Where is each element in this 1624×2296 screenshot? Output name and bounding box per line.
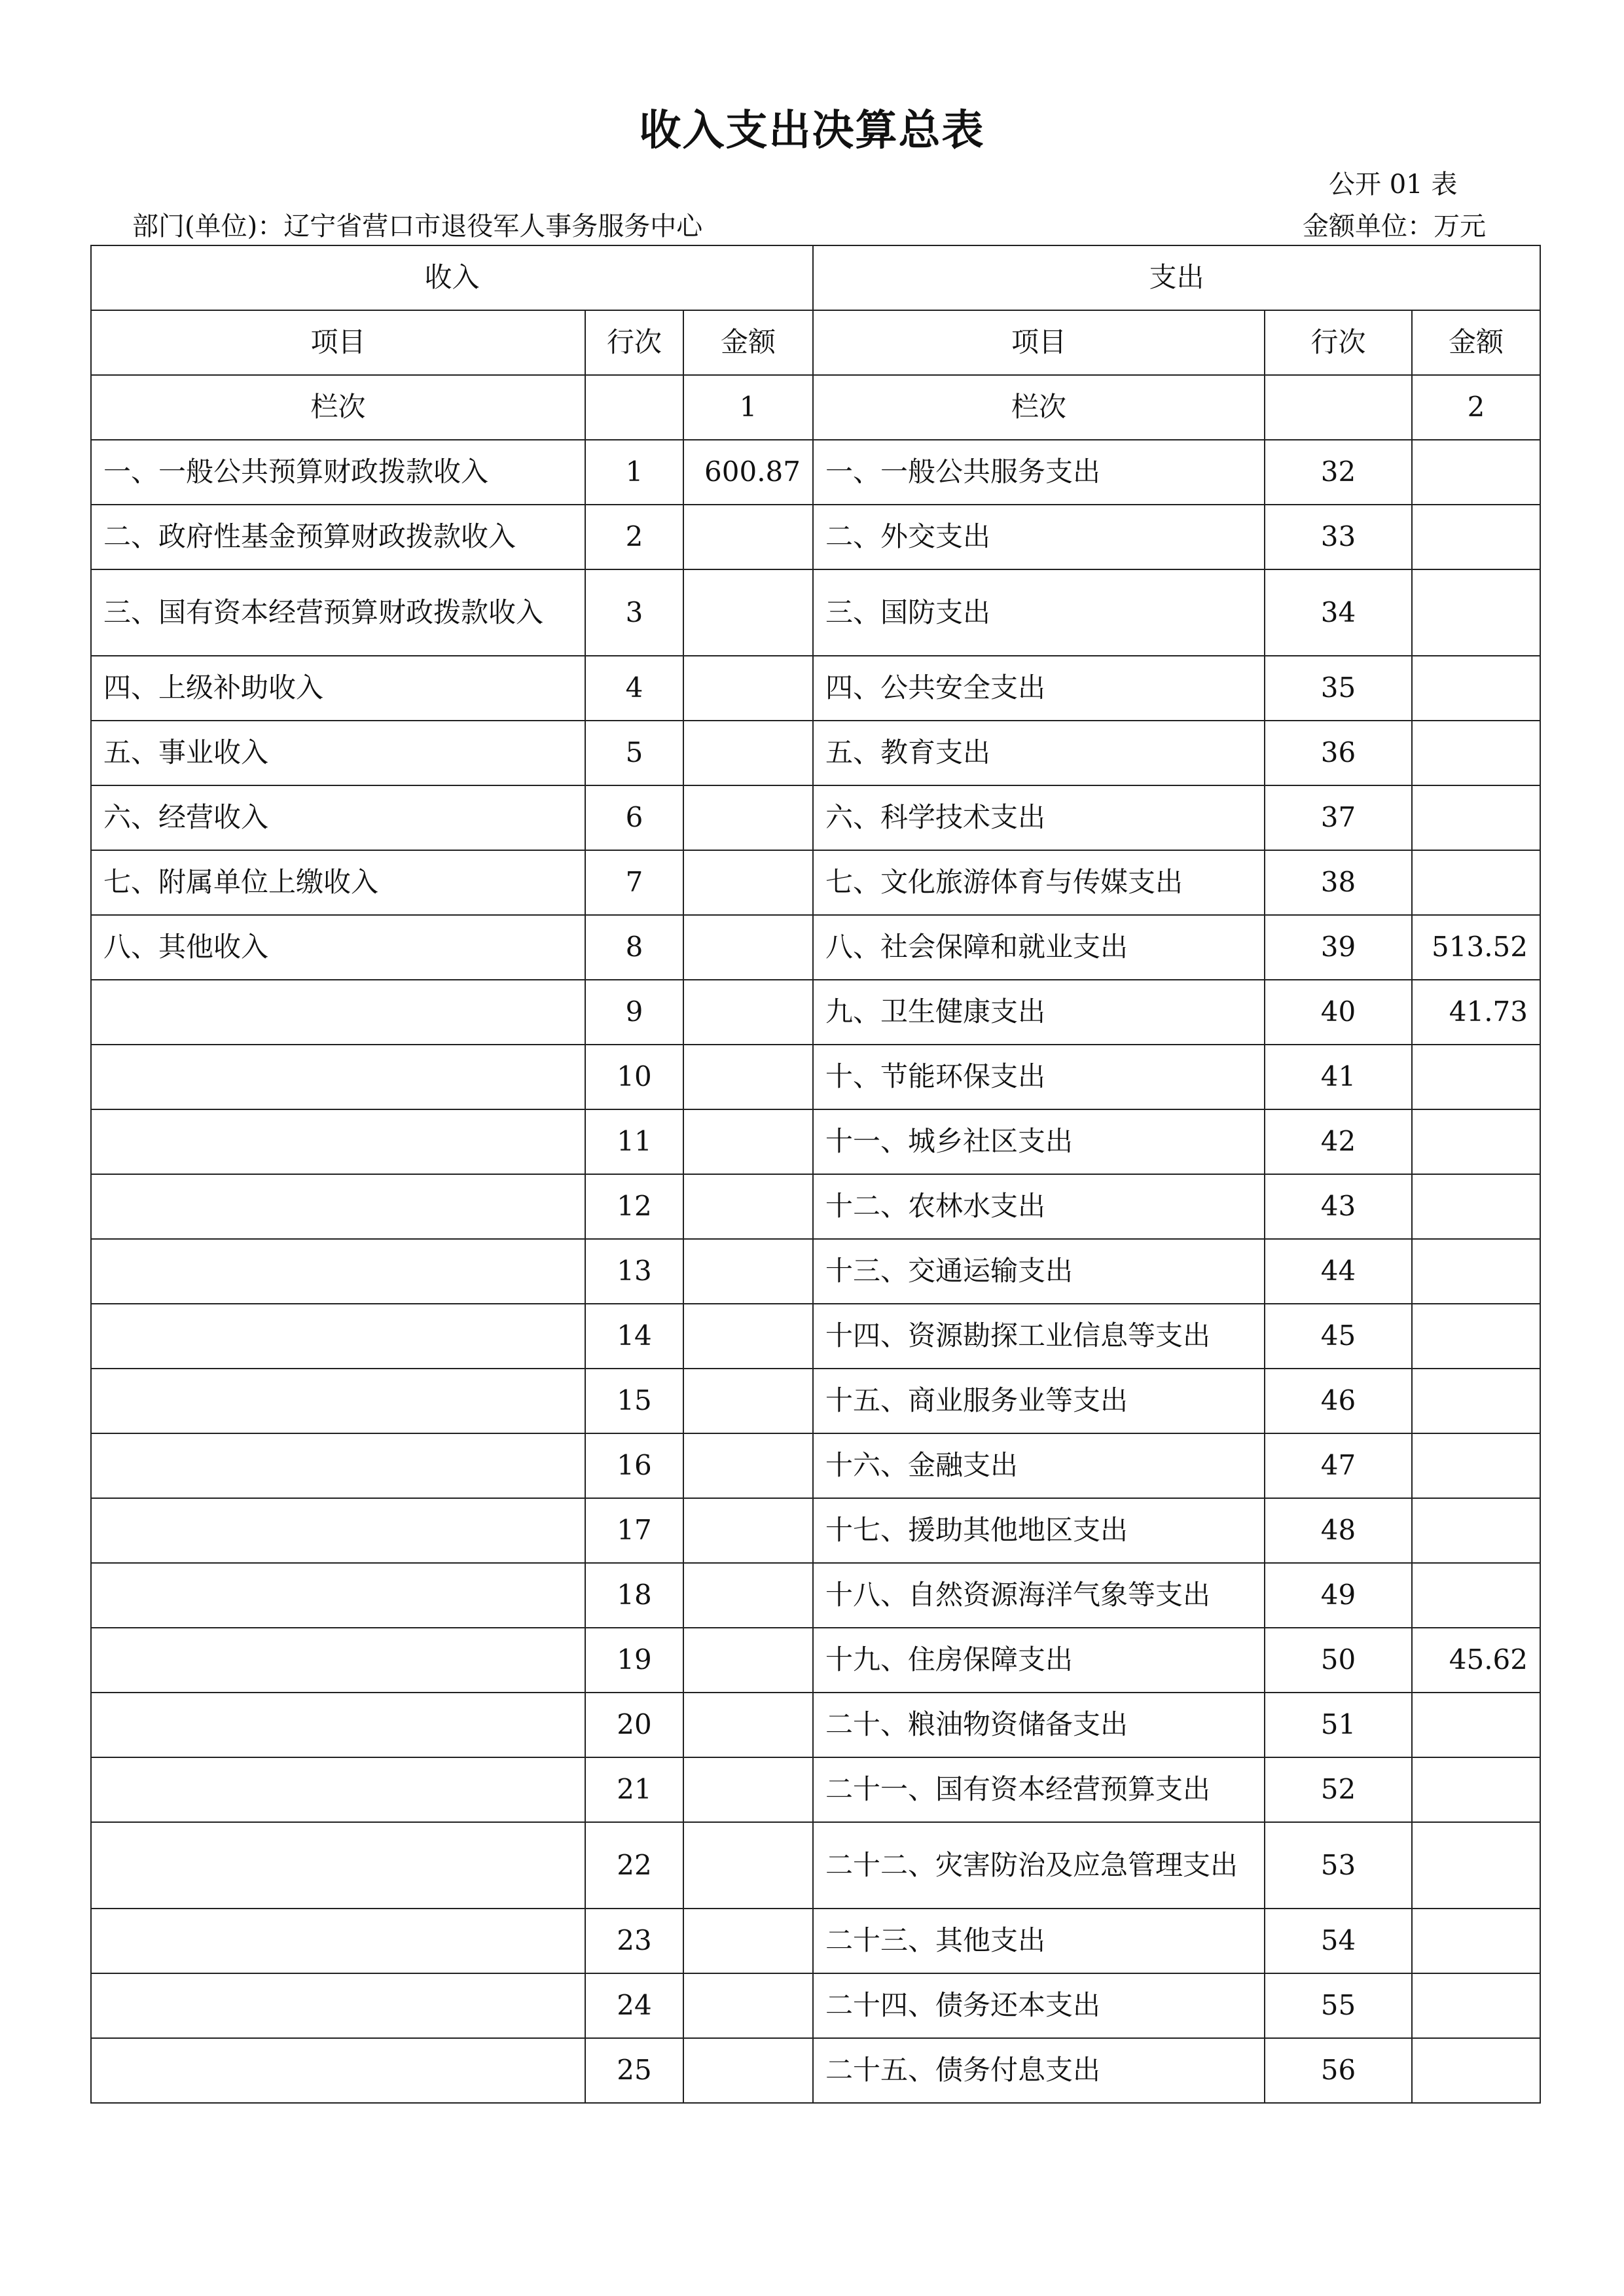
expense-amount-cell [1412, 1563, 1540, 1628]
table-row [91, 1563, 1540, 1628]
expense-amount-cell [1412, 1304, 1540, 1369]
department-label: 部门(单位)：辽宁省营口市退役军人事务服务中心 [132, 211, 703, 242]
expense-item-cell: 二、外交支出 [813, 505, 1265, 569]
income-row-header: 行次 [585, 310, 683, 375]
table-row [91, 1433, 1540, 1498]
expense-item-cell: 六、科学技术支出 [813, 785, 1265, 850]
income-section-header: 收入 [91, 245, 813, 310]
income-row-number: 7 [585, 850, 683, 915]
expense-item-cell: 十五、商业服务业等支出 [813, 1369, 1265, 1433]
income-amount-cell [683, 1909, 813, 1973]
income-item-cell [91, 2038, 585, 2103]
expense-row-number: 44 [1265, 1239, 1412, 1304]
expense-amount-cell [1412, 1239, 1540, 1304]
income-row-number: 22 [585, 1822, 683, 1909]
income-row-number: 11 [585, 1109, 683, 1174]
income-row-number: 16 [585, 1433, 683, 1498]
expense-amount-cell [1412, 1045, 1540, 1109]
amount-unit-label: 金额单位：万元 [1303, 211, 1486, 242]
expense-item-cell: 十九、住房保障支出 [813, 1628, 1265, 1693]
income-column-number: 1 [683, 375, 813, 440]
table-row [91, 2038, 1540, 2103]
expense-column-number: 2 [1412, 375, 1540, 440]
income-row-number: 12 [585, 1174, 683, 1239]
income-row-number: 2 [585, 505, 683, 569]
income-amount-cell [683, 1304, 813, 1369]
expense-amount-cell [1412, 1693, 1540, 1757]
income-row-number: 8 [585, 915, 683, 980]
expense-amount-cell [1412, 1973, 1540, 2038]
income-amount-cell [683, 1498, 813, 1563]
table-row [91, 1304, 1540, 1369]
income-amount-cell [683, 1757, 813, 1822]
income-row-number: 5 [585, 721, 683, 785]
table-row [91, 1973, 1540, 2038]
expense-item-cell: 十二、农林水支出 [813, 1174, 1265, 1239]
income-row-number: 20 [585, 1693, 683, 1757]
page-title: 收入支出决算总表 [639, 107, 985, 155]
income-item-cell [91, 1109, 585, 1174]
income-item-cell: 三、国有资本经营预算财政拨款收入 [91, 569, 585, 656]
income-amount-cell [683, 1973, 813, 2038]
expense-amount-cell [1412, 1757, 1540, 1822]
expense-item-cell: 三、国防支出 [813, 569, 1265, 656]
table-row [91, 569, 1540, 656]
table-row [91, 1757, 1540, 1822]
expense-amount-cell [1412, 656, 1540, 721]
expense-row-number: 53 [1265, 1822, 1412, 1909]
expense-item-cell: 十、节能环保支出 [813, 1045, 1265, 1109]
expense-amount-cell [1412, 440, 1540, 505]
expense-amount-cell [1412, 1498, 1540, 1563]
expense-row-number: 34 [1265, 569, 1412, 656]
income-amount-cell [683, 785, 813, 850]
expense-row-number: 33 [1265, 505, 1412, 569]
income-column-blank [585, 375, 683, 440]
income-row-number: 6 [585, 785, 683, 850]
table-row [91, 440, 1540, 505]
expense-item-cell: 十八、自然资源海洋气象等支出 [813, 1563, 1265, 1628]
expense-section-header: 支出 [813, 245, 1540, 310]
table-row [91, 1822, 1540, 1909]
income-item-cell [91, 1628, 585, 1693]
expense-row-number: 49 [1265, 1563, 1412, 1628]
table-row [91, 721, 1540, 785]
income-amount-cell [683, 1822, 813, 1909]
expense-item-cell: 八、社会保障和就业支出 [813, 915, 1265, 980]
expense-row-number: 37 [1265, 785, 1412, 850]
income-row-number: 13 [585, 1239, 683, 1304]
income-item-cell [91, 1822, 585, 1909]
income-item-cell [91, 1973, 585, 2038]
income-amount-cell [683, 1045, 813, 1109]
income-column-label: 栏次 [91, 375, 585, 440]
expense-item-cell: 二十、粮油物资储备支出 [813, 1693, 1265, 1757]
expense-amount-header: 金额 [1412, 310, 1540, 375]
income-row-number: 25 [585, 2038, 683, 2103]
income-amount-cell [683, 721, 813, 785]
expense-item-cell: 一、一般公共服务支出 [813, 440, 1265, 505]
expense-item-cell: 十七、援助其他地区支出 [813, 1498, 1265, 1563]
expense-amount-cell [1412, 1433, 1540, 1498]
table-row [91, 785, 1540, 850]
income-row-number: 14 [585, 1304, 683, 1369]
income-amount-cell [683, 850, 813, 915]
income-amount-cell [683, 1369, 813, 1433]
income-amount-cell [683, 1109, 813, 1174]
income-amount-cell [683, 1239, 813, 1304]
income-item-cell: 四、上级补助收入 [91, 656, 585, 721]
income-expense-table [90, 245, 1541, 2104]
expense-amount-cell [1412, 721, 1540, 785]
expense-amount-cell: 45.62 [1412, 1628, 1540, 1693]
income-amount-cell [683, 1174, 813, 1239]
expense-column-label: 栏次 [813, 375, 1265, 440]
expense-item-cell: 二十四、债务还本支出 [813, 1973, 1265, 2038]
expense-row-number: 52 [1265, 1757, 1412, 1822]
table-row [91, 656, 1540, 721]
expense-amount-cell: 41.73 [1412, 980, 1540, 1045]
income-item-header: 项目 [91, 310, 585, 375]
income-amount-cell [683, 1693, 813, 1757]
expense-row-number: 45 [1265, 1304, 1412, 1369]
table-row [91, 1369, 1540, 1433]
expense-row-number: 38 [1265, 850, 1412, 915]
income-amount-cell [683, 656, 813, 721]
expense-item-header: 项目 [813, 310, 1265, 375]
expense-row-number: 41 [1265, 1045, 1412, 1109]
table-row [91, 1628, 1540, 1693]
expense-amount-cell [1412, 569, 1540, 656]
expense-item-cell: 二十三、其他支出 [813, 1909, 1265, 1973]
expense-item-cell: 二十一、国有资本经营预算支出 [813, 1757, 1265, 1822]
expense-row-number: 51 [1265, 1693, 1412, 1757]
expense-amount-cell [1412, 1174, 1540, 1239]
expense-row-number: 56 [1265, 2038, 1412, 2103]
income-row-number: 10 [585, 1045, 683, 1109]
income-item-cell [91, 1174, 585, 1239]
table-row [91, 850, 1540, 915]
income-row-number: 15 [585, 1369, 683, 1433]
expense-row-number: 35 [1265, 656, 1412, 721]
expense-item-cell: 十四、资源勘探工业信息等支出 [813, 1304, 1265, 1369]
expense-item-cell: 二十五、债务付息支出 [813, 2038, 1265, 2103]
expense-amount-cell [1412, 1369, 1540, 1433]
income-item-cell: 一、一般公共预算财政拨款收入 [91, 440, 585, 505]
expense-item-cell: 二十二、灾害防治及应急管理支出 [813, 1822, 1265, 1909]
expense-item-cell: 十六、金融支出 [813, 1433, 1265, 1498]
expense-row-number: 46 [1265, 1369, 1412, 1433]
income-row-number: 9 [585, 980, 683, 1045]
income-item-cell: 五、事业收入 [91, 721, 585, 785]
table-row [91, 980, 1540, 1045]
table-row [91, 505, 1540, 569]
income-amount-cell [683, 915, 813, 980]
expense-amount-cell [1412, 1109, 1540, 1174]
income-row-number: 4 [585, 656, 683, 721]
table-row [91, 1498, 1540, 1563]
expense-row-number: 40 [1265, 980, 1412, 1045]
income-item-cell: 七、附属单位上缴收入 [91, 850, 585, 915]
income-item-cell [91, 980, 585, 1045]
income-row-number: 24 [585, 1973, 683, 2038]
expense-item-cell: 十一、城乡社区支出 [813, 1109, 1265, 1174]
income-amount-cell: 600.87 [683, 440, 813, 505]
expense-amount-cell [1412, 505, 1540, 569]
income-amount-cell [683, 1433, 813, 1498]
income-amount-cell [683, 505, 813, 569]
expense-row-number: 47 [1265, 1433, 1412, 1498]
expense-item-cell: 四、公共安全支出 [813, 656, 1265, 721]
expense-row-number: 55 [1265, 1973, 1412, 2038]
income-item-cell: 二、政府性基金预算财政拨款收入 [91, 505, 585, 569]
expense-column-blank [1265, 375, 1412, 440]
expense-row-number: 48 [1265, 1498, 1412, 1563]
table-row [91, 915, 1540, 980]
income-row-number: 3 [585, 569, 683, 656]
section-header-row [91, 245, 1540, 310]
income-row-number: 21 [585, 1757, 683, 1822]
income-item-cell [91, 1369, 585, 1433]
income-row-number: 18 [585, 1563, 683, 1628]
income-amount-header: 金额 [683, 310, 813, 375]
expense-row-number: 43 [1265, 1174, 1412, 1239]
income-item-cell [91, 1757, 585, 1822]
income-item-cell: 六、经营收入 [91, 785, 585, 850]
income-item-cell [91, 1239, 585, 1304]
table-row [91, 1693, 1540, 1757]
table-row [91, 1239, 1540, 1304]
expense-row-number: 42 [1265, 1109, 1412, 1174]
income-item-cell [91, 1563, 585, 1628]
expense-row-number: 54 [1265, 1909, 1412, 1973]
income-row-number: 17 [585, 1498, 683, 1563]
income-item-cell [91, 1693, 585, 1757]
table-row [91, 1174, 1540, 1239]
table-row [91, 1109, 1540, 1174]
column-number-row [91, 375, 1540, 440]
expense-row-number: 32 [1265, 440, 1412, 505]
expense-amount-cell [1412, 1822, 1540, 1909]
column-header-row [91, 310, 1540, 375]
expense-amount-cell [1412, 1909, 1540, 1973]
income-item-cell [91, 1045, 585, 1109]
income-amount-cell [683, 1628, 813, 1693]
income-amount-cell [683, 2038, 813, 2103]
table-row [91, 1045, 1540, 1109]
income-amount-cell [683, 1563, 813, 1628]
income-amount-cell [683, 569, 813, 656]
expense-amount-cell [1412, 785, 1540, 850]
expense-item-cell: 五、教育支出 [813, 721, 1265, 785]
income-item-cell [91, 1498, 585, 1563]
income-amount-cell [683, 980, 813, 1045]
expense-row-number: 39 [1265, 915, 1412, 980]
income-row-number: 23 [585, 1909, 683, 1973]
income-row-number: 1 [585, 440, 683, 505]
form-number: 公开 01 表 [1329, 170, 1458, 200]
expense-amount-cell [1412, 850, 1540, 915]
expense-item-cell: 九、卫生健康支出 [813, 980, 1265, 1045]
income-item-cell [91, 1909, 585, 1973]
expense-amount-cell: 513.52 [1412, 915, 1540, 980]
expense-item-cell: 十三、交通运输支出 [813, 1239, 1265, 1304]
expense-row-number: 36 [1265, 721, 1412, 785]
income-item-cell [91, 1433, 585, 1498]
income-row-number: 19 [585, 1628, 683, 1693]
expense-item-cell: 七、文化旅游体育与传媒支出 [813, 850, 1265, 915]
expense-row-number: 50 [1265, 1628, 1412, 1693]
expense-row-header: 行次 [1265, 310, 1412, 375]
expense-amount-cell [1412, 2038, 1540, 2103]
income-item-cell: 八、其他收入 [91, 915, 585, 980]
table-row [91, 1909, 1540, 1973]
income-item-cell [91, 1304, 585, 1369]
